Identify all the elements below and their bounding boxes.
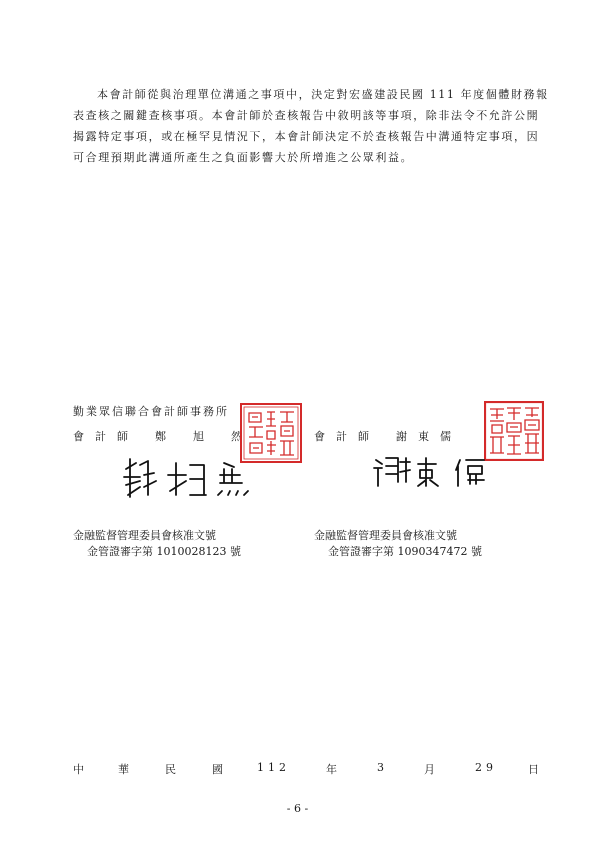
approval-number: 金管證審字第 1010028123 號 xyxy=(87,545,241,558)
name-char: 儒 xyxy=(440,430,451,443)
body-paragraph-text: 本會計師從與治理單位溝通之事項中，決定對宏盛建設民國 111 年度個體財務報表查核之關鍵查核事項。本會計師於查核報告中敘明該等事項，除非法令不允許公開揭露特定事項，或在極罕見情況下，本會計師決定不於查核報告中溝通特定事項，因可合理預期此溝通所產生之負面影響大於所增進之公眾利益。 xyxy=(73,88,549,164)
title-char: 會 xyxy=(73,430,84,443)
date-prefix-char: 國 xyxy=(212,763,223,776)
date-day-unit: 日 xyxy=(528,763,539,776)
name-char: 鄭 xyxy=(155,430,166,443)
approval-number: 金管證審字第 1090347472 號 xyxy=(328,545,482,558)
title-char: 計 xyxy=(336,430,347,443)
date-month: 3 xyxy=(377,761,384,774)
title-char: 師 xyxy=(117,430,128,443)
firm-name: 勤業眾信聯合會計師事務所 xyxy=(73,405,229,418)
approval-block-2 xyxy=(314,528,482,560)
accountant-2-title-line xyxy=(314,428,460,444)
approval-agency: 金融監督管理委員會核准文號 xyxy=(314,529,457,542)
seal-stamp-icon xyxy=(240,403,302,463)
date-year: 112 xyxy=(257,761,290,774)
date-prefix-char: 中 xyxy=(73,763,84,776)
body-paragraph xyxy=(73,84,551,168)
page-number: - 6 - xyxy=(286,802,309,815)
title-char: 會 xyxy=(314,430,325,443)
accountant-1-title-line xyxy=(73,428,251,444)
approval-block-1 xyxy=(73,528,241,560)
name-char: 謝 xyxy=(396,430,407,443)
title-char: 師 xyxy=(358,430,369,443)
name-char: 東 xyxy=(418,430,429,443)
date-prefix-char: 華 xyxy=(118,763,129,776)
date-year-unit: 年 xyxy=(326,763,337,776)
date-month-unit: 月 xyxy=(424,763,435,776)
date-day: 29 xyxy=(475,761,497,774)
name-char: 然 xyxy=(231,430,242,443)
date-prefix-char: 民 xyxy=(165,763,176,776)
name-char: 旭 xyxy=(193,430,204,443)
signature-2-icon xyxy=(370,452,500,492)
signature-1-icon xyxy=(120,455,270,503)
title-char: 計 xyxy=(95,430,106,443)
approval-agency: 金融監督管理委員會核准文號 xyxy=(73,529,216,542)
